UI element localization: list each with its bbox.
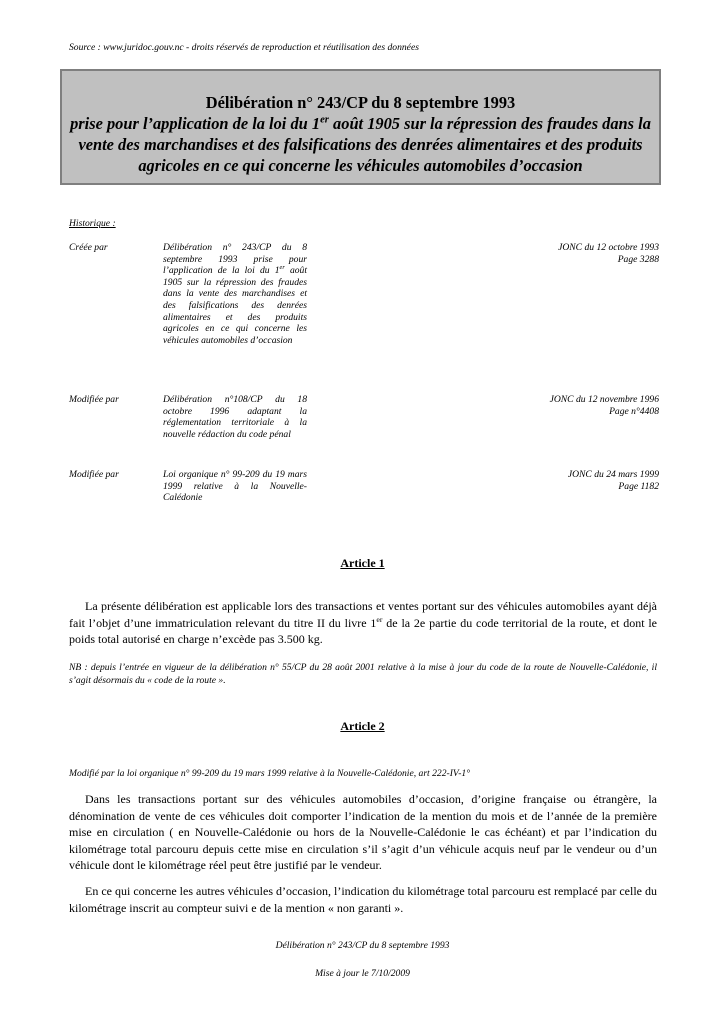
article-2-paragraph-1: Dans les transactions portant sur des véhicules automobiles d’occasion, d’origine française ou étrangère, la dénomination de vente de ces véhicules doit comporter l’indication de la mention du mois et de l’année de la première mise en circulation ( en Nouvelle-Calédonie ou hors de la Nouvelle-Calédonie le cas échéant) et par l’indication du kilométrage total parcouru depuis cette mise en circulation s’il s’agit d’un véhicule acquis neuf par le vendeur ou d’un véhicule dont le kilométrage réel peut être justifié par le vendeur. (69, 792, 657, 873)
article-2-title: Article 2 (340, 719, 385, 733)
footer-update-date: Mise à jour le 7/10/2009 (315, 968, 410, 979)
history-reference: JONC du 12 octobre 1993 Page 3288 (558, 242, 659, 265)
history-description: Loi organique n° 99-209 du 19 mars 1999 relative à la Nouvelle-Calédonie (163, 469, 307, 504)
history-type: Créée par (69, 242, 108, 253)
historique-label: Historique : (69, 218, 116, 229)
history-type: Modifiée par (69, 394, 119, 405)
history-type: Modifiée par (69, 469, 119, 480)
article-1-paragraph: La présente délibération est applicable lors des transactions et ventes portant sur des véhicules automobiles ayant déjà fait l’objet d’une immatriculation relevant du titre II du livre 1er de la 2e partie du code territorial de la route, et dont le poids total autorisé en charge n’excède pas 3.500 kg. (69, 599, 658, 647)
history-description: Délibération n°108/CP du 18 octobre 1996 adaptant la réglementation territoriale à la nouvelle rédaction du code pénal (163, 394, 307, 440)
history-reference: JONC du 12 novembre 1996 Page n°4408 (549, 394, 659, 417)
article-2-paragraph-2: En ce qui concerne les autres véhicules d’occasion, l’indication du kilométrage total parcouru est remplacé par celle du kilométrage inscrit au compteur suivi e de la mention « non garanti ». (69, 884, 657, 915)
title-subtitle: prise pour l’application de la loi du 1er août 1905 sur la répression des fraudes dans la vente des marchandises et des falsifications des denrées alimentaires et des produits agricoles en ce qui concerne les véhicules automobiles d’occasion (70, 114, 651, 175)
title-box (60, 69, 661, 185)
article-1-title: Article 1 (340, 556, 385, 570)
history-reference: JONC du 24 mars 1999 Page 1182 (567, 469, 659, 492)
footer-title: Délibération n° 243/CP du 8 septembre 1993 (275, 940, 450, 951)
article-2-modification: Modifié par la loi organique n° 99-209 du 19 mars 1999 relative à la Nouvelle-Calédonie, art 222-IV-1° (69, 768, 471, 779)
article-1-note: NB : depuis l’entrée en vigueur de la délibération n° 55/CP du 28 août 2001 relative à la mise à jour du code de la route de Nouvelle-Calédonie, il s’agit désormais du « code de la route ». (69, 662, 657, 686)
history-description: Délibération n° 243/CP du 8 septembre 1993 prise pour l’application de la loi du 1er août 1905 sur la répression des fraudes dans la vente des marchandises et des falsifications des denrées alimentaires et des produits agricoles en ce qui concerne les véhicules automobiles d’occasion (163, 242, 307, 346)
source-line: Source : www.juridoc.gouv.nc - droits réservés de reproduction et réutilisation des données (69, 42, 419, 53)
title-line-1: Délibération n° 243/CP du 8 septembre 1993 (205, 93, 516, 112)
